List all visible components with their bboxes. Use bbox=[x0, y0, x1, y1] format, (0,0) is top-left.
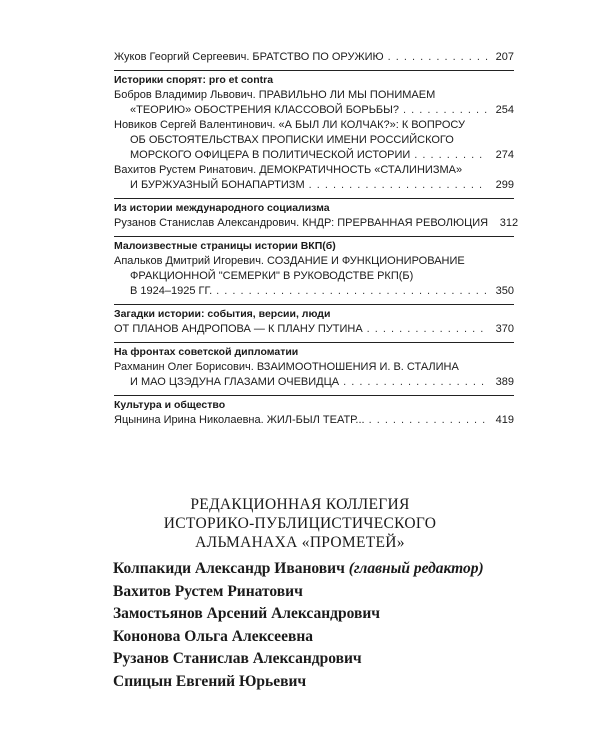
toc-entry-apalkov bbox=[114, 254, 514, 299]
toc-page-number: 274 bbox=[495, 149, 514, 161]
leader-dots bbox=[414, 148, 488, 163]
toc-line bbox=[114, 216, 519, 231]
toc-entry-text: ФРАКЦИОННОЙ "СЕМЕРКИ" В РУКОВОДСТВЕ РКП(Б) bbox=[130, 270, 414, 282]
board-member: Кононова Ольга Алексеевна bbox=[113, 627, 313, 645]
toc-page-number: 370 bbox=[495, 323, 514, 335]
leader-dots bbox=[367, 322, 488, 337]
table-of-contents bbox=[114, 50, 519, 428]
toc-entry-zhukov bbox=[114, 50, 514, 65]
toc-line bbox=[114, 375, 514, 390]
toc-entry-text: ОТ ПЛАНОВ АНДРОПОВА — К ПЛАНУ ПУТИНА bbox=[114, 323, 363, 335]
board-members-list bbox=[113, 558, 600, 693]
toc-line bbox=[114, 322, 514, 337]
toc-line bbox=[114, 178, 514, 193]
toc-section-title: Загадки истории: события, версии, люди bbox=[114, 304, 514, 322]
toc-entry-text: «ТЕОРИЮ» ОБОСТРЕНИЯ КЛАССОВОЙ БОРЬБЫ? bbox=[130, 104, 399, 116]
toc-page-number: 207 bbox=[495, 51, 514, 63]
board-member: Рузанов Станислав Александрович bbox=[113, 650, 362, 667]
toc-entry-text: В 1924–1925 ГГ. bbox=[130, 285, 213, 297]
toc-entry-ruzanov bbox=[114, 216, 519, 231]
toc-line bbox=[114, 269, 514, 284]
leader-dots bbox=[403, 103, 488, 118]
toc-section-title: Малоизвестные страницы истории ВКП(б) bbox=[114, 236, 514, 254]
toc-section-title: Из истории международного социализма bbox=[114, 198, 514, 216]
toc-page-number: 299 bbox=[495, 179, 514, 191]
toc-entry-andropov bbox=[114, 322, 514, 337]
leader-dots bbox=[343, 375, 488, 390]
board-title-line: РЕДАКЦИОННАЯ КОЛЛЕГИЯ bbox=[190, 496, 410, 513]
toc-line bbox=[114, 163, 514, 178]
toc-page-number: 389 bbox=[495, 376, 514, 388]
toc-line bbox=[114, 50, 514, 65]
toc-entry-text: Рахманин Олег Борисович. ВЗАИМООТНОШЕНИЯ И. В. СТАЛИНА bbox=[114, 361, 459, 373]
toc-entry-text: Новиков Сергей Валентинович. «А БЫЛ ЛИ КОЛЧАК?»: К ВОПРОСУ bbox=[114, 119, 465, 131]
board-member: Вахитов Рустем Ринатович bbox=[113, 582, 303, 600]
toc-entry-text: Вахитов Рустем Ринатович. ДЕМОКРАТИЧНОСТЬ «СТАЛИНИЗМА» bbox=[114, 164, 463, 176]
leader-dots bbox=[216, 284, 488, 299]
leader-dots bbox=[369, 413, 488, 428]
board-title-line: ИСТОРИКО-ПУБЛИЦИСТИЧЕСКОГО bbox=[163, 515, 437, 532]
toc-line bbox=[114, 254, 514, 269]
toc-page-number: 254 bbox=[495, 104, 514, 116]
toc-page-number: 419 bbox=[495, 414, 514, 426]
leader-dots bbox=[309, 178, 488, 193]
toc-entry-text: Рузанов Станислав Александрович. КНДР: ПРЕРВАННАЯ РЕВОЛЮЦИЯ bbox=[114, 217, 489, 229]
board-member: Замостьянов Арсений Александрович bbox=[113, 605, 381, 622]
toc-entry-text: Апальков Дмитрий Игоревич. СОЗДАНИЕ И ФУНКЦИОНИРОВАНИЕ bbox=[114, 255, 465, 267]
toc-line bbox=[114, 413, 514, 428]
toc-entry-text: ОБ ОБСТОЯТЕЛЬСТВАХ ПРОПИСКИ ИМЕНИ РОССИЙСКОГО bbox=[130, 134, 454, 146]
toc-entry-vakhitov bbox=[114, 163, 514, 193]
toc-entry-novikov bbox=[114, 118, 514, 163]
toc-entry-rakhmanin bbox=[114, 360, 514, 390]
toc-page-number: 350 bbox=[495, 285, 514, 297]
toc-entry-text: Жуков Георгий Сергеевич. БРАТСТВО ПО ОРУЖИЮ bbox=[114, 51, 384, 63]
toc-entry-text: Бобров Владимир Львович. ПРАВИЛЬНО ЛИ МЫ ПОНИМАЕМ bbox=[114, 89, 436, 101]
toc-section-title: На фронтах советской дипломатии bbox=[114, 342, 514, 360]
toc-line bbox=[114, 118, 514, 133]
toc-section-title: Историки спорят: pro et contra bbox=[114, 70, 514, 88]
toc-entry-text: МОРСКОГО ОФИЦЕРА В ПОЛИТИЧЕСКОЙ ИСТОРИИ bbox=[130, 149, 411, 161]
toc-line bbox=[114, 148, 514, 163]
toc-section-title: Культура и общество bbox=[114, 395, 514, 413]
toc-entry-yatsynina bbox=[114, 413, 514, 428]
board-member: Спицын Евгений Юрьевич bbox=[113, 672, 307, 690]
toc-entry-text: Яцынина Ирина Николаевна. ЖИЛ-БЫЛ ТЕАТР... bbox=[114, 414, 365, 426]
toc-line bbox=[114, 284, 514, 299]
toc-entry-text: И БУРЖУАЗНЫЙ БОНАПАРТИЗМ bbox=[130, 179, 305, 191]
board-member bbox=[113, 558, 600, 581]
toc-line bbox=[114, 360, 514, 375]
toc-page-number: 312 bbox=[499, 217, 519, 229]
toc-line bbox=[114, 103, 514, 118]
toc-line bbox=[114, 88, 514, 103]
toc-entry-text: И МАО ЦЗЭДУНА ГЛАЗАМИ ОЧЕВИДЦА bbox=[130, 376, 340, 388]
toc-line bbox=[114, 133, 514, 148]
board-member-role: (главный редактор) bbox=[348, 560, 484, 577]
toc-entry-bobrov bbox=[114, 88, 514, 118]
board-member-name: Колпакиди Александр Иванович bbox=[113, 560, 345, 577]
leader-dots bbox=[388, 50, 488, 65]
board-title-line: АЛЬМАНАХА «ПРОМЕТЕЙ» bbox=[195, 534, 405, 551]
editorial-board bbox=[0, 495, 600, 693]
